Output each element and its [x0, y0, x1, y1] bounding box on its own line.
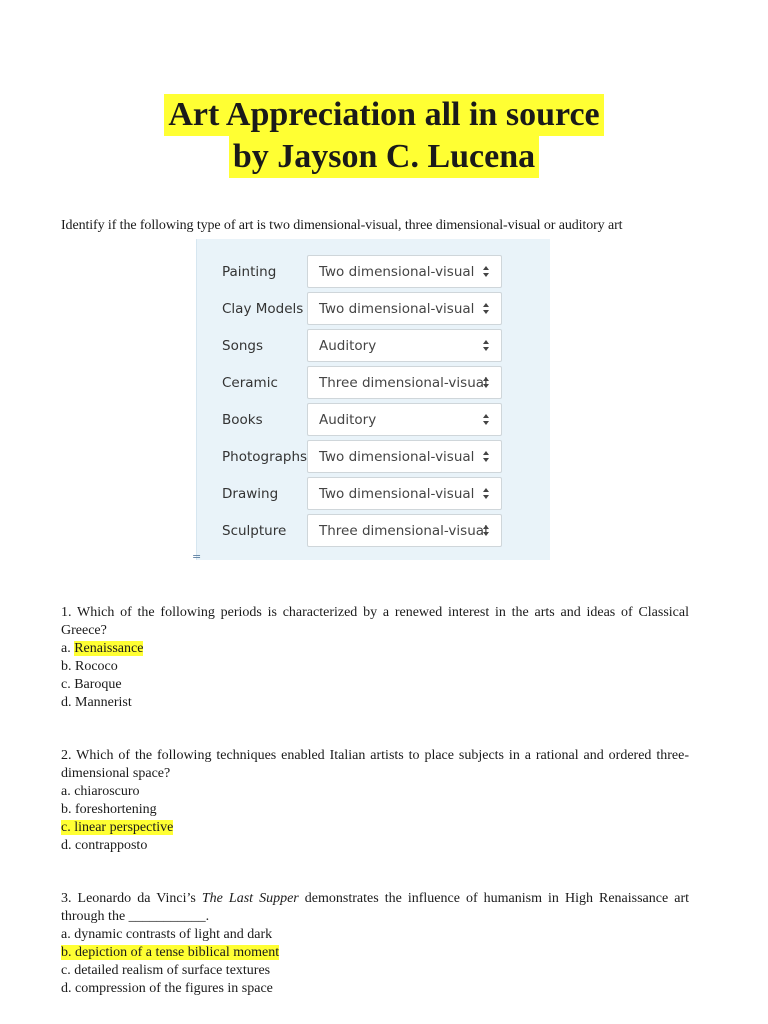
correct-answer-highlight: b. depiction of a tense biblical moment [61, 945, 280, 960]
matching-row-books [197, 403, 550, 440]
answer-select[interactable] [307, 440, 502, 473]
option-b: b. foreshortening [61, 802, 157, 817]
select-arrows-icon [483, 524, 489, 538]
select-arrows-icon [483, 487, 489, 501]
title-line-2: by Jayson C. Lucena [229, 136, 539, 178]
matching-question-widget [196, 239, 550, 560]
widget-footer-mark: = [192, 550, 202, 563]
selected-value: Two dimensional-visual [319, 264, 475, 280]
answer-select[interactable] [307, 292, 502, 325]
matching-label: Ceramic [222, 375, 278, 391]
question-3 [61, 890, 689, 998]
option-a: a. chiaroscuro [61, 784, 140, 799]
selected-value: Three dimensional-visual [319, 523, 488, 539]
answer-select[interactable] [307, 514, 502, 547]
question-stem: 2. Which of the following techniques enabled Italian artists to place subjects in a rational and ordered three-dimensional space? [61, 748, 689, 781]
option-b: b. Rococo [61, 659, 118, 674]
stem-prefix: 3. Leonardo da Vinci’s [61, 891, 202, 906]
option-a [61, 640, 689, 658]
answer-select[interactable] [307, 403, 502, 436]
selected-value: Two dimensional-visual [319, 449, 475, 465]
option-d: d. compression of the figures in space [61, 981, 273, 996]
select-arrows-icon [483, 339, 489, 353]
matching-label: Sculpture [222, 523, 287, 539]
option-d: d. Mannerist [61, 695, 132, 710]
matching-row-clay-models [197, 292, 550, 329]
select-arrows-icon [483, 450, 489, 464]
option-b [61, 944, 689, 962]
title-line-1: Art Appreciation all in source [164, 94, 603, 136]
question-stem [61, 890, 689, 926]
matching-label: Drawing [222, 486, 279, 502]
option-c [61, 819, 689, 837]
correct-answer-highlight: c. linear perspective [61, 820, 174, 835]
selected-value: Auditory [319, 412, 377, 428]
option-c: c. detailed realism of surface textures [61, 963, 271, 978]
matching-row-ceramic [197, 366, 550, 403]
matching-label: Photographs [222, 449, 308, 465]
select-arrows-icon [483, 376, 489, 390]
select-arrows-icon [483, 413, 489, 427]
selected-value: Three dimensional-visual [319, 375, 488, 391]
selected-value: Two dimensional-visual [319, 301, 475, 317]
matching-row-painting [197, 255, 550, 292]
matching-row-photographs [197, 440, 550, 477]
selected-value: Auditory [319, 338, 377, 354]
matching-label: Clay Models [222, 301, 304, 317]
question-2 [61, 747, 689, 855]
select-arrows-icon [483, 302, 489, 316]
select-arrows-icon [483, 265, 489, 279]
option-prefix: a. [61, 641, 75, 656]
matching-label: Songs [222, 338, 263, 354]
artwork-title: The Last Supper [201, 891, 299, 906]
matching-label: Painting [222, 264, 277, 280]
question-stem: 1. Which of the following periods is characterized by a renewed interest in the arts and ideas of Classical Greece? [61, 605, 689, 638]
answer-select[interactable] [307, 477, 502, 510]
option-c: c. Baroque [61, 677, 122, 692]
question-1 [61, 604, 689, 712]
matching-label: Books [222, 412, 263, 428]
matching-row-songs [197, 329, 550, 366]
answer-select[interactable] [307, 366, 502, 399]
selected-value: Two dimensional-visual [319, 486, 475, 502]
matching-row-drawing [197, 477, 550, 514]
correct-answer-highlight: Renaissance [74, 641, 144, 656]
instruction-text: Identify if the following type of art is two dimensional-visual, three dimensional-visual or auditory art [61, 218, 623, 233]
answer-select[interactable] [307, 255, 502, 288]
stem-suffix: demonstrates the influence of humanism in High Renaissance art through the ___________. [61, 891, 690, 924]
option-d: d. contrapposto [61, 838, 148, 853]
document-title [0, 94, 768, 178]
option-a: a. dynamic contrasts of light and dark [61, 927, 273, 942]
answer-select[interactable] [307, 329, 502, 362]
matching-row-sculpture [197, 514, 550, 551]
